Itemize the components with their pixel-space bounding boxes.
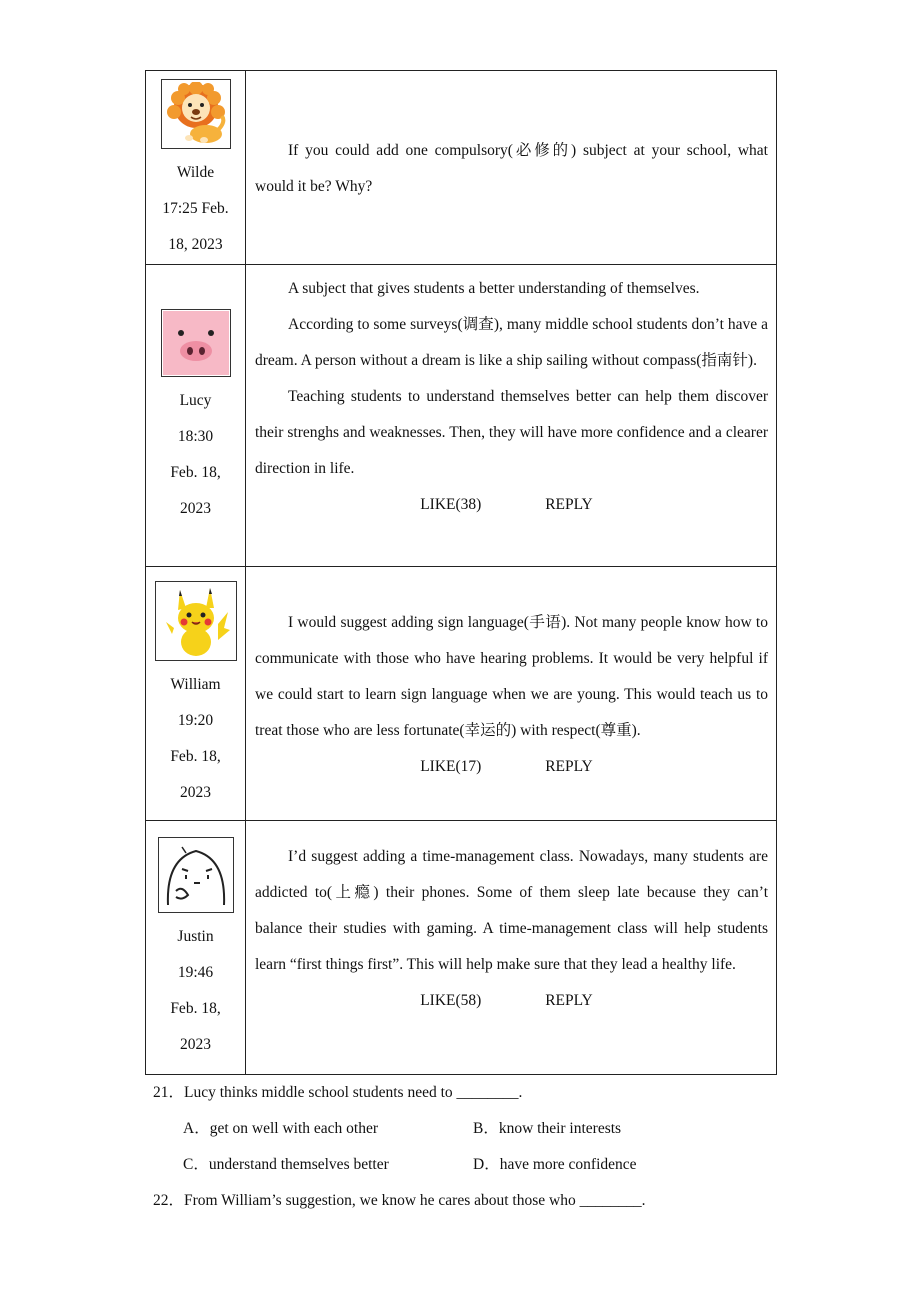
cartoon-face-icon <box>160 839 232 911</box>
timestamp-line: 2023 <box>180 500 211 517</box>
post-row-lucy <box>146 265 777 567</box>
post-paragraph: If you could add one compulsory(必修的) subject at your school, what would it be? Why? <box>255 142 768 195</box>
post-row-william <box>146 567 777 821</box>
timestamp-line: 2023 <box>180 1036 211 1053</box>
timestamp-line: Feb. 18, <box>170 464 221 481</box>
post-actions <box>255 749 768 785</box>
like-button[interactable]: LIKE(17) <box>420 758 482 775</box>
username: Justin <box>177 928 214 945</box>
username: Wilde <box>176 164 215 181</box>
post-row-wilde <box>146 71 777 265</box>
post-paragraph: Teaching students to understand themselves better can help them discover their strenghs and weaknesses. Then, they will have more confidence and a clearer direction in life. <box>255 388 768 477</box>
timestamp-line: 19:20 <box>177 712 214 729</box>
timestamp-line: 18, 2023 <box>168 236 223 253</box>
question-21-options <box>153 1111 773 1183</box>
like-button[interactable]: LIKE(58) <box>420 992 482 1009</box>
option-c: C．understand themselves better <box>183 1156 389 1173</box>
forum-thread-table <box>145 70 777 1075</box>
timestamp-line: 19:46 <box>177 964 214 981</box>
question-22: 22．From William’s suggestion, we know he cares about those who ________. <box>153 1192 646 1209</box>
option-a: A．get on well with each other <box>183 1120 378 1137</box>
timestamp-line: 18:30 <box>177 428 214 445</box>
post-paragraph: I would suggest adding sign language(手语). Not many people know how to communicate with those who have hearing problems. It would be very helpful if we could start to learn sign language when we are young. This would teach us to treat those who are less fortunate(幸运的) with respect(尊重). <box>255 614 768 739</box>
username: William <box>170 676 221 693</box>
reply-button[interactable]: REPLY <box>545 496 593 513</box>
reply-button[interactable]: REPLY <box>545 758 593 775</box>
post-paragraph: A subject that gives students a better understanding of themselves. <box>288 280 700 297</box>
question-21: 21．Lucy thinks middle school students need to ________. <box>153 1084 523 1101</box>
user-cell <box>146 71 246 265</box>
post-row-justin <box>146 821 777 1075</box>
username: Lucy <box>179 392 212 409</box>
timestamp-line: 17:25 Feb. <box>162 200 229 217</box>
lion-icon <box>164 82 228 146</box>
user-cell <box>146 821 246 1075</box>
post-content <box>246 567 777 821</box>
avatar <box>155 581 237 661</box>
user-cell <box>146 265 246 567</box>
timestamp-line: Feb. 18, <box>170 748 221 765</box>
option-d: D．have more confidence <box>473 1156 637 1173</box>
option-b: B．know their interests <box>473 1120 622 1137</box>
pikachu-icon <box>158 584 234 658</box>
avatar <box>161 79 231 149</box>
questions-section <box>153 1075 773 1219</box>
pig-icon <box>163 311 229 375</box>
avatar <box>158 837 234 913</box>
like-button[interactable]: LIKE(38) <box>420 496 482 513</box>
post-content <box>246 265 777 567</box>
user-cell <box>146 567 246 821</box>
post-paragraph: According to some surveys(调查), many middle school students don’t have a dream. A person without a dream is like a ship sailing without compass(指南针). <box>255 316 768 369</box>
timestamp-line: Feb. 18, <box>170 1000 221 1017</box>
timestamp-line: 2023 <box>180 784 211 801</box>
post-content <box>246 821 777 1075</box>
post-actions <box>255 983 768 1019</box>
post-paragraph: I’d suggest adding a time-management class. Nowadays, many students are addicted to(上瘾) their phones. Some of them sleep late because they can’t balance their studies with gaming. A time-management class will help students learn “first things first”. This will help make sure that they lead a healthy life. <box>255 848 768 973</box>
post-content <box>246 71 777 265</box>
post-actions <box>255 487 768 523</box>
avatar <box>161 309 231 377</box>
reply-button[interactable]: REPLY <box>545 992 593 1009</box>
